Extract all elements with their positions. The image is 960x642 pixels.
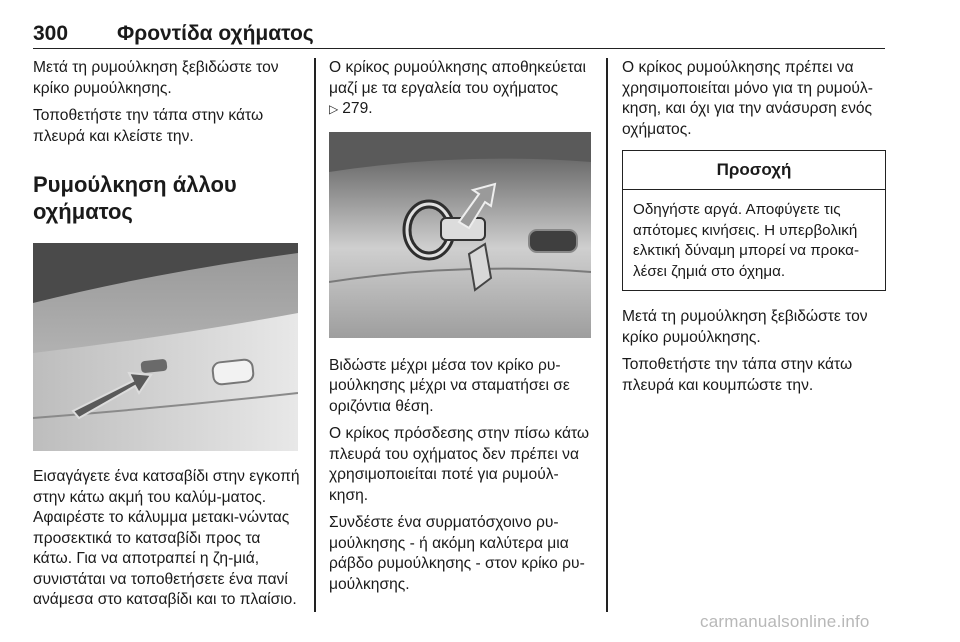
column-divider-2	[606, 58, 608, 612]
col2-paragraph-1-text: Ο κρίκος ρυμούλκησης αποθηκεύεται μαζί με τα εργαλεία του οχήματος	[329, 59, 586, 97]
warning-box	[622, 150, 886, 291]
triangle-right-icon: ▷	[329, 102, 339, 116]
bumper-cover-illustration	[33, 243, 298, 451]
col2-paragraph-2: Βιδώστε μέχρι μέσα τον κρίκο ρυ-μούλκησης μέχρι να σταματήσει σε οριζόντια θέση.	[329, 356, 570, 415]
bumper-cover-figure	[33, 243, 298, 451]
column-3	[622, 58, 887, 403]
col1-paragraph-2: Τοποθετήστε την τάπα στην κάτω πλευρά και κλείστε την.	[33, 107, 264, 145]
warning-text: Οδηγήστε αργά. Αποφύγετε τις απότομες κινήσεις. Η υπερβολική ελκτική δύναμη μπορεί να προκα-λέσει ζημιά στο όχημα.	[633, 201, 860, 280]
page-header	[33, 22, 885, 49]
page-number: 300	[33, 22, 69, 45]
column-divider-1	[314, 58, 316, 612]
col1-paragraph-1: Μετά τη ρυμούλκηση ξεβιδώστε τον κρίκο ρυμούλκησης.	[33, 59, 279, 97]
col3-paragraph-1: Ο κρίκος ρυμούλκησης πρέπει να χρησιμοποιείται μόνο για τη ρυμούλ-κηση, και όχι για την ανάσυρση ενός οχήματος.	[622, 59, 873, 138]
warning-title: Προσοχή	[623, 151, 885, 190]
tow-eye-illustration	[329, 132, 591, 338]
section-title: Φροντίδα οχήματος	[117, 22, 314, 45]
col3-paragraph-2: Μετά τη ρυμούλκηση ξεβιδώστε τον κρίκο ρυμούλκησης.	[622, 308, 868, 346]
section-heading: Ρυμούλκηση άλλου οχήματος	[33, 172, 237, 224]
column-1	[33, 58, 303, 618]
col2-paragraph-3: Ο κρίκος πρόσδεσης στην πίσω κάτω πλευρά του οχήματος δεν πρέπει να χρησιμοποιείται ποτέ για ρυμούλ-κηση.	[329, 425, 590, 504]
watermark: carmanualsonline.info	[700, 612, 870, 631]
column-2	[329, 58, 594, 602]
col1-paragraph-3: Εισαγάγετε ένα κατσαβίδι στην εγκοπή στην κάτω ακμή του καλύμ-ματος. Αφαιρέστε το κάλυμμα μετακι-νώντας προσεκτικά το κατσαβίδι προς τα κάτω. Για να αποτραπεί η ζη-μιά, συνιστάται να τοποθετήσετε ένα πανί ανάμεσα στο κατσαβίδι και το πλαίσιο.	[33, 468, 300, 608]
page-reference[interactable]: 279.	[342, 100, 373, 117]
col2-paragraph-1	[329, 58, 594, 120]
col2-paragraph-4: Συνδέστε ένα συρματόσχοινο ρυ-μούλκησης - ή ακόμη καλύτερα μια ράβδο ρυμούλκησης - στον κρίκο ρυ-μούλκησης.	[329, 514, 585, 593]
col3-paragraph-3: Τοποθετήστε την τάπα στην κάτω πλευρά και κουμπώστε την.	[622, 356, 853, 394]
tow-eye-figure	[329, 132, 591, 338]
